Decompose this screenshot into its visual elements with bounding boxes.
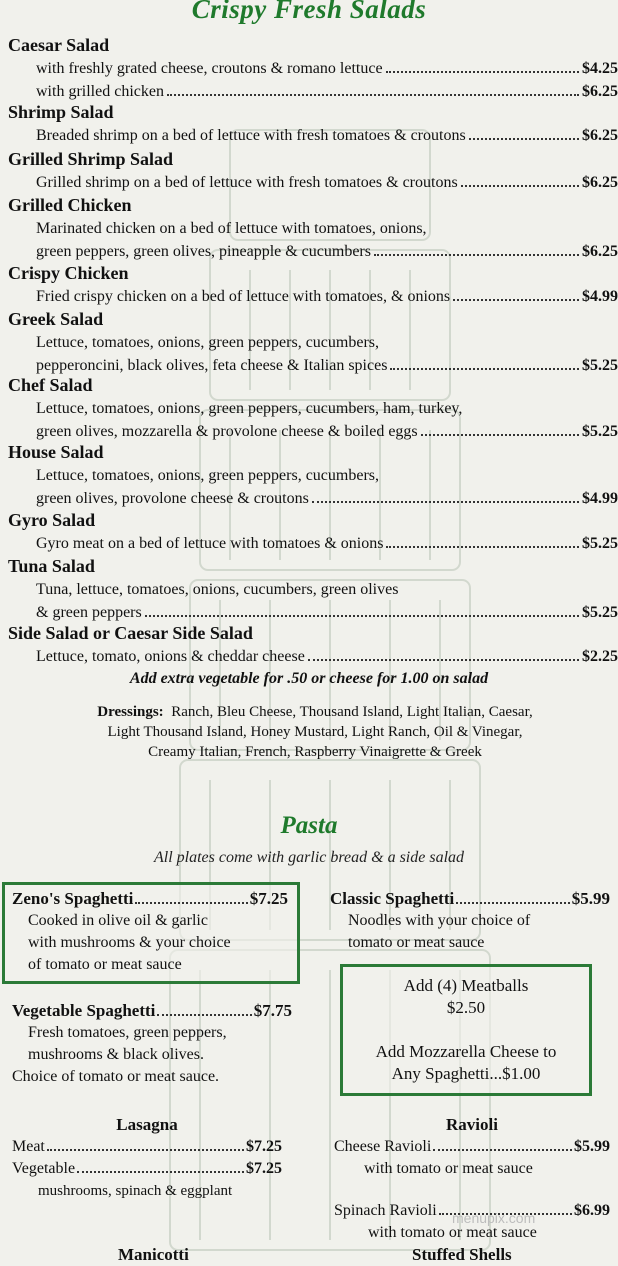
item-price: $5.25 [582, 604, 618, 621]
ravioli-title: Ravioli [446, 1115, 498, 1134]
item-name: Tuna Salad [8, 556, 95, 576]
item-desc: Grilled shrimp on a bed of lettuce with fresh tomatoes & croutons [36, 174, 458, 191]
mozzarella-addon-price: Any Spaghetti...$1.00 [391, 1064, 541, 1083]
item-desc: mushrooms & black olives. [28, 1046, 204, 1063]
item-desc: Cooked in olive oil & garlic [28, 912, 208, 929]
item-price: $4.25 [582, 60, 618, 77]
item-name: Chef Salad [8, 375, 93, 395]
dressings-block [40, 702, 590, 762]
price-line [8, 57, 618, 80]
item-price: $7.25 [249, 889, 288, 908]
item-name: Shrimp Salad [8, 102, 114, 122]
leader-dots [390, 368, 579, 370]
leader-dots [145, 615, 579, 617]
item-desc: tomato or meat sauce [348, 934, 485, 951]
item-price: $6.25 [582, 174, 618, 191]
dressings-line: Ranch, Bleu Cheese, Thousand Island, Light Italian, Caesar, [171, 704, 533, 720]
item-desc: Choice of tomato or meat sauce. [12, 1068, 220, 1085]
item-price: $5.99 [571, 889, 610, 908]
leader-dots [469, 138, 579, 140]
item-desc: green olives, mozzarella & provolone cheese & boiled eggs [36, 423, 418, 440]
item-desc: mushrooms, spinach & eggplant [38, 1183, 233, 1199]
price-line [8, 171, 618, 194]
pasta-subtitle: All plates come with garlic bread & a side salad [153, 849, 465, 866]
salad-item [8, 101, 618, 147]
item-desc: Gyro meat on a bed of lettuce with tomatoes & onions [36, 535, 384, 552]
classic-spaghetti-item [330, 888, 610, 954]
item-desc: Fried crispy chicken on a bed of lettuce with tomatoes, & onions [36, 288, 451, 305]
item-name: Grilled Shrimp Salad [8, 149, 174, 169]
item-name: Gyro Salad [8, 510, 96, 530]
item-desc: with tomato or meat sauce [364, 1160, 533, 1177]
item-desc: & green peppers [36, 604, 142, 621]
zeno-spaghetti-item [12, 888, 288, 976]
dressings-label: Dressings: [97, 704, 164, 720]
leader-dots [386, 546, 579, 548]
mozzarella-addon: Add Mozzarella Cheese to [375, 1042, 557, 1061]
item-name: Caesar Salad [8, 35, 110, 55]
salad-item [8, 194, 618, 263]
addons-box [340, 964, 592, 1096]
item-desc: Breaded shrimp on a bed of lettuce with fresh tomatoes & croutons [36, 127, 466, 144]
item-name: Vegetable [12, 1160, 76, 1177]
vegetable-spaghetti-item [12, 1000, 292, 1088]
item-name: Spinach Ravioli [334, 1202, 437, 1219]
item-price: $7.25 [246, 1160, 282, 1177]
item-price: $6.99 [574, 1202, 610, 1219]
item-name: Cheese Ravioli [334, 1138, 432, 1155]
item-name: Classic Spaghetti [330, 889, 455, 908]
dressings-line: Light Thousand Island, Honey Mustard, Light Ranch, Oil & Vinegar, [107, 724, 523, 740]
item-name: Grilled Chicken [8, 195, 132, 215]
item-price: $6.25 [582, 127, 618, 144]
item-name: Vegetable Spaghetti [12, 1001, 156, 1020]
item-name: Zeno's Spaghetti [12, 889, 134, 908]
item-desc: Lettuce, tomatoes, onions, green peppers, cucumbers, [36, 467, 379, 484]
price-line [8, 532, 618, 555]
pasta-section-title: Pasta [280, 812, 338, 839]
item-price: $2.25 [582, 648, 618, 665]
item-price: $5.25 [582, 423, 618, 440]
item-price: $7.75 [253, 1001, 292, 1020]
salad-item [8, 555, 618, 624]
leader-dots [374, 254, 579, 256]
salad-item [8, 374, 618, 443]
manicotti-title: Manicotti [118, 1245, 189, 1264]
leader-dots [308, 659, 579, 661]
item-desc: Tuna, lettuce, tomatoes, onions, cucumbers, green olives [36, 581, 399, 598]
salad-item [8, 441, 618, 510]
watermark: menupix.com [452, 1210, 536, 1226]
salad-item [8, 622, 618, 668]
item-price: $5.99 [574, 1138, 610, 1155]
item-desc: with grilled chicken [36, 83, 164, 100]
item-price: $5.25 [582, 535, 618, 552]
price-line [8, 645, 618, 668]
price-line [8, 487, 618, 510]
item-name: Side Salad or Caesar Side Salad [8, 623, 253, 643]
item-desc: Lettuce, tomatoes, onions, green peppers, cucumbers, [36, 334, 379, 351]
item-desc: of tomato or meat sauce [28, 956, 182, 973]
item-price: $4.99 [582, 288, 618, 305]
price-line [8, 420, 618, 443]
meatballs-addon: Add (4) Meatballs [403, 976, 529, 995]
dressings-line: Creamy Italian, French, Raspberry Vinaigrette & Greek [148, 744, 482, 760]
item-price: $7.25 [246, 1138, 282, 1155]
item-desc: green olives, provolone cheese & croutons [36, 490, 309, 507]
leader-dots [312, 501, 579, 503]
price-line [8, 124, 618, 147]
item-desc: pepperoncini, black olives, feta cheese & Italian spices [36, 357, 388, 374]
leader-dots [167, 94, 579, 96]
item-price: $6.25 [582, 243, 618, 260]
item-desc: green peppers, green olives, pineapple & cucumbers [36, 243, 371, 260]
stuffed-shells-title: Stuffed Shells [412, 1245, 512, 1264]
lasagna-item [12, 1114, 282, 1202]
item-price: $4.99 [582, 490, 618, 507]
salad-item [8, 34, 618, 103]
price-line [8, 80, 618, 103]
item-desc: Lettuce, tomato, onions & cheddar cheese [36, 648, 305, 665]
leader-dots [421, 434, 579, 436]
meatballs-price: $2.50 [446, 998, 486, 1017]
item-name: House Salad [8, 442, 104, 462]
salads-section-title: Crispy Fresh Salads [191, 0, 427, 24]
item-name: Crispy Chicken [8, 263, 129, 283]
item-desc: Noodles with your choice of [348, 912, 531, 929]
price-line [8, 285, 618, 308]
salad-item [8, 262, 618, 308]
item-price: $5.25 [582, 357, 618, 374]
salad-item [8, 308, 618, 377]
item-price: $6.25 [582, 83, 618, 100]
item-desc: Fresh tomatoes, green peppers, [28, 1024, 227, 1041]
item-name: Meat [12, 1138, 45, 1155]
leader-dots [386, 71, 579, 73]
salad-item [8, 148, 618, 194]
price-line [8, 240, 618, 263]
item-desc: with freshly grated cheese, croutons & romano lettuce [36, 60, 383, 77]
salad-item [8, 509, 618, 555]
extra-note: Add extra vegetable for .50 or cheese for 1.00 on salad [129, 670, 489, 687]
item-desc: Lettuce, tomatoes, onions, green peppers, cucumbers, ham, turkey, [36, 400, 463, 417]
leader-dots [453, 299, 579, 301]
item-name: Greek Salad [8, 309, 104, 329]
lasagna-title: Lasagna [116, 1115, 178, 1134]
price-line [8, 601, 618, 624]
leader-dots [461, 185, 579, 187]
item-desc: Marinated chicken on a bed of lettuce with tomatoes, onions, [36, 220, 427, 237]
item-desc: with mushrooms & your choice [28, 934, 231, 951]
item-desc: with tomato or meat sauce [368, 1224, 537, 1241]
